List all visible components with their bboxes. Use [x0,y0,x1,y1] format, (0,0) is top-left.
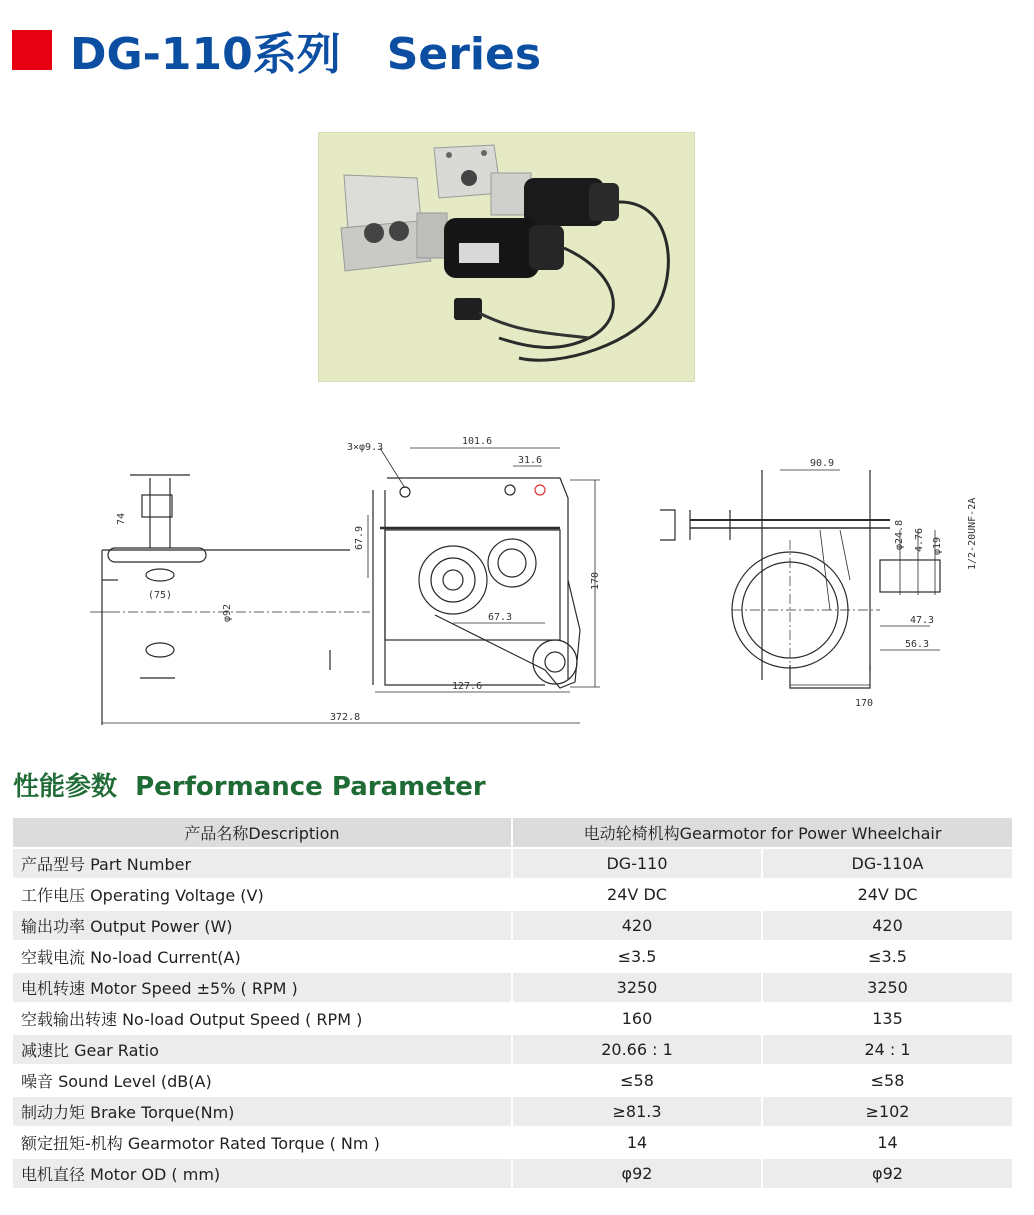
dim-74: 74 [116,512,127,525]
row-value-b: 420 [763,911,1014,942]
row-value-b: φ92 [763,1159,1014,1190]
row-value-b: 14 [763,1128,1014,1159]
table-row [13,880,1014,911]
row-value-b: ≤3.5 [763,942,1014,973]
table-row [13,1066,1014,1097]
dim-56-3: 56.3 [905,639,930,650]
row-value-a: 3250 [513,973,763,1004]
dim-90-9: 90.9 [810,458,835,469]
dim-67-3: 67.3 [488,612,513,623]
dim-4-76: 4.76 [914,527,925,552]
table-row [13,849,1014,880]
row-value-a: 24V DC [513,880,763,911]
row-label: 电机转速 Motor Speed ±5% ( RPM ) [13,973,513,1004]
dim-170-bottom: 170 [855,698,874,709]
dim-phi92: φ92 [222,603,233,622]
row-label: 输出功率 Output Power (W) [13,911,513,942]
header-description: 产品名称Description [13,818,513,849]
row-label: 产品型号 Part Number [13,849,513,880]
table-row [13,1035,1014,1066]
technical-drawing [90,430,990,730]
row-value-b: 24 : 1 [763,1035,1014,1066]
table-row [13,973,1014,1004]
row-label: 电机直径 Motor OD ( mm) [13,1159,513,1190]
row-value-a: 14 [513,1128,763,1159]
red-square-icon [12,30,52,70]
row-value-a: 20.66 : 1 [513,1035,763,1066]
row-label: 制动力矩 Brake Torque(Nm) [13,1097,513,1128]
dim-thread: 1/2-20UNF-2A [967,497,978,570]
table-row [13,911,1014,942]
dim-phi19: φ19 [932,536,943,555]
row-value-b: DG-110A [763,849,1014,880]
gearmotor-photo-icon [319,133,695,382]
table-row [13,1004,1014,1035]
row-value-b: ≥102 [763,1097,1014,1128]
row-value-a: ≤3.5 [513,942,763,973]
dim-101-6: 101.6 [462,436,493,447]
row-value-a: ≤58 [513,1066,763,1097]
row-value-a: ≥81.3 [513,1097,763,1128]
dim-31-6: 31.6 [518,455,543,466]
table-row [13,1159,1014,1190]
dim-phi24-8: φ24.8 [894,519,905,550]
dim-75: (75) [148,590,173,601]
row-label: 额定扭矩-机构 Gearmotor Rated Torque ( Nm ) [13,1128,513,1159]
row-label: 减速比 Gear Ratio [13,1035,513,1066]
row-label: 空载输出转速 No-load Output Speed ( RPM ) [13,1004,513,1035]
dim-170-right: 170 [590,571,601,590]
table-row [13,1128,1014,1159]
row-value-a: DG-110 [513,849,763,880]
dim-127-6: 127.6 [452,681,483,692]
row-value-a: 160 [513,1004,763,1035]
table-row [13,1097,1014,1128]
product-photo [318,132,695,382]
page-header [12,22,541,78]
table-header-row [13,818,1014,849]
row-label: 空载电流 No-load Current(A) [13,942,513,973]
row-value-b: 3250 [763,973,1014,1004]
spec-table [13,818,1014,1190]
row-value-a: 420 [513,911,763,942]
performance-title: 性能参数 Performance Parameter [13,772,486,802]
row-value-b: 135 [763,1004,1014,1035]
dim-47-3: 47.3 [910,615,935,626]
dim-holes: 3×φ9.3 [347,442,384,453]
header-group: 电动轮椅机构Gearmotor for Power Wheelchair [513,818,1014,849]
table-row [13,942,1014,973]
row-value-b: ≤58 [763,1066,1014,1097]
row-value-a: φ92 [513,1159,763,1190]
dim-67-9: 67.9 [354,525,365,550]
row-label: 工作电压 Operating Voltage (V) [13,880,513,911]
page-title: DG-110系列 Series [70,29,542,80]
row-value-b: 24V DC [763,880,1014,911]
row-label: 噪音 Sound Level (dB(A) [13,1066,513,1097]
dim-372-8: 372.8 [330,712,361,723]
